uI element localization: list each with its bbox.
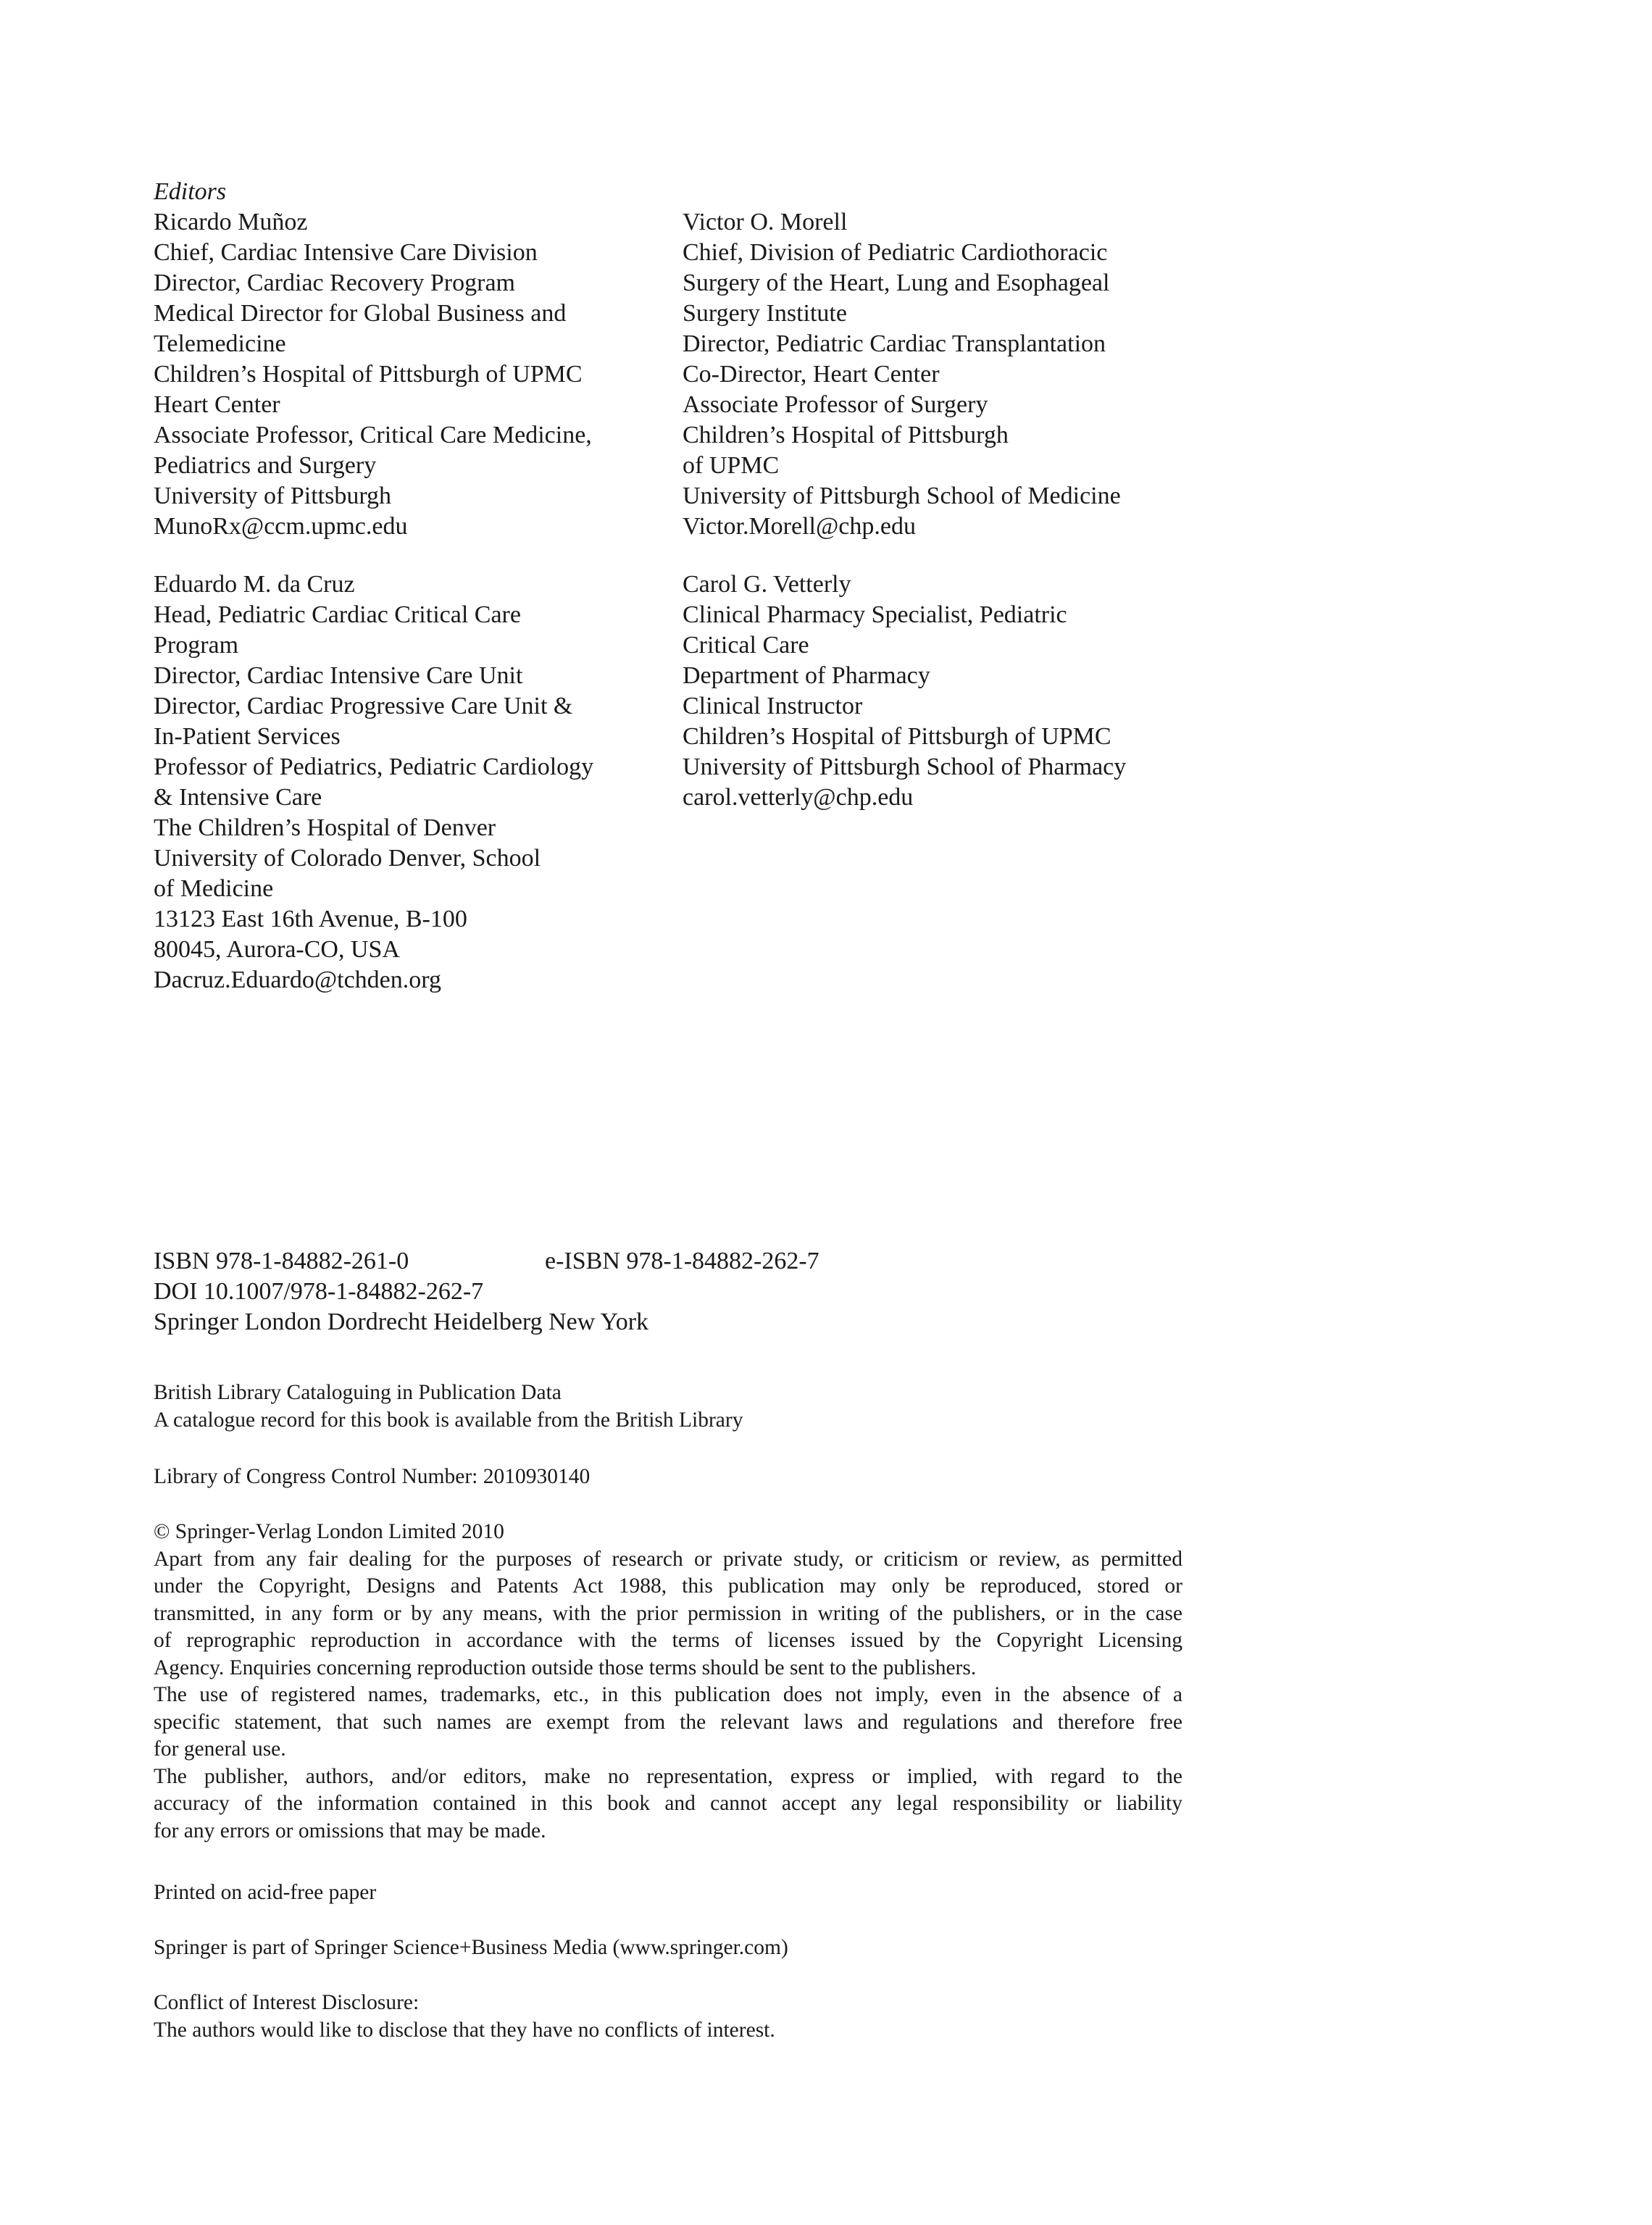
editors-label: Editors: [154, 178, 227, 205]
editor-affiliation-line: Chief, Division of Pediatric Cardiothoracic: [683, 239, 1108, 266]
cataloguing-line: A catalogue record for this book is available from the British Library: [154, 1408, 743, 1432]
editor-block-morell: [683, 207, 1204, 542]
editor-affiliation-line: Pediatrics and Surgery: [154, 452, 377, 479]
editor-affiliation-line: Children’s Hospital of Pittsburgh of UPMC: [683, 723, 1111, 750]
editor-block-munoz: [154, 207, 675, 542]
copyright-page: [154, 0, 1182, 2225]
editor-affiliation-line: Clinical Pharmacy Specialist, Pediatric: [683, 601, 1067, 628]
editor-affiliation-line: Director, Cardiac Recovery Program: [154, 270, 515, 296]
editor-affiliation-line: Associate Professor of Surgery: [683, 391, 988, 418]
editor-affiliation-line: Children’s Hospital of Pittsburgh of UPMC: [154, 361, 583, 388]
editor-affiliation-line: Head, Pediatric Cardiac Critical Care: [154, 601, 521, 628]
editor-name: Carol G. Vetterly: [683, 571, 851, 598]
eisbn: e-ISBN 978-1-84882-262-7: [545, 1248, 819, 1274]
editor-affiliation-line: Surgery Institute: [683, 300, 847, 327]
editor-email: MunoRx@ccm.upmc.edu: [154, 513, 408, 540]
springer-note-text: Springer is part of Springer Science+Business Media (www.springer.com): [154, 1936, 788, 1959]
editor-affiliation-line: & Intensive Care: [154, 784, 322, 811]
editor-affiliation-line: Department of Pharmacy: [683, 662, 930, 689]
editor-affiliation-line: Critical Care: [683, 632, 809, 659]
paper-note-text: Printed on acid-free paper: [154, 1881, 377, 1904]
editor-affiliation-line: Professor of Pediatrics, Pediatric Cardiology: [154, 754, 594, 780]
editor-affiliation-line: Children’s Hospital of Pittsburgh: [683, 422, 1009, 448]
legal-line: specific statement, that such names are exempt from the relevant laws and regulations and therefore free: [154, 1710, 1182, 1734]
cataloguing-line: British Library Cataloguing in Publication Data: [154, 1381, 562, 1404]
legal-line: Agency. Enquiries concerning reproduction outside those terms should be sent to the publishers.: [154, 1656, 977, 1679]
editor-affiliation-line: University of Pittsburgh School of Medicine: [683, 483, 1121, 509]
editor-affiliation-line: Chief, Cardiac Intensive Care Division: [154, 239, 538, 266]
editor-affiliation-line: Telemedicine: [154, 330, 286, 357]
editor-affiliation-line: University of Pittsburgh: [154, 483, 392, 509]
editor-affiliation-line: of Medicine: [154, 875, 274, 902]
editor-email: carol.vetterly@chp.edu: [683, 784, 914, 811]
loc-number-text: Library of Congress Control Number: 2010930140: [154, 1465, 591, 1488]
editor-block-da-cruz: [154, 569, 675, 995]
editor-affiliation-line: Clinical Instructor: [683, 693, 863, 719]
legal-line: for any errors or omissions that may be made.: [154, 1819, 546, 1842]
editor-affiliation-line: Director, Pediatric Cardiac Transplantation: [683, 330, 1106, 357]
editor-affiliation-line: Co-Director, Heart Center: [683, 361, 940, 388]
legal-line: transmitted, in any form or by any means, with the prior permission in writing of the publishers, or in the case: [154, 1601, 1182, 1625]
editor-affiliation-line: of UPMC: [683, 452, 780, 479]
editor-affiliation-line: Heart Center: [154, 391, 280, 418]
editor-block-vetterly: [683, 569, 1204, 813]
editor-affiliation-line: Associate Professor, Critical Care Medicine,: [154, 422, 592, 448]
cataloguing-data: [154, 1379, 1182, 1434]
legal-line: The publisher, authors, and/or editors, make no representation, express or implied, with regard to the: [154, 1764, 1182, 1788]
legal-line: Apart from any fair dealing for the purposes of research or private study, or criticism or review, as permitted: [154, 1547, 1182, 1571]
editor-address-line: 13123 East 16th Avenue, B-100: [154, 906, 467, 932]
isbn: ISBN 978-1-84882-261-0: [154, 1248, 409, 1274]
conflict-of-interest: [154, 1990, 1182, 2044]
paper-note: [154, 1879, 1182, 1907]
isbn-line: [154, 1246, 819, 1277]
doi: DOI 10.1007/978-1-84882-262-7: [154, 1278, 484, 1305]
editor-affiliation-line: Director, Cardiac Intensive Care Unit: [154, 662, 523, 689]
publication-ids: [154, 1246, 819, 1337]
editor-affiliation-line: In-Patient Services: [154, 723, 341, 750]
editor-affiliation-line: The Children’s Hospital of Denver: [154, 814, 496, 841]
legal-line: under the Copyright, Designs and Patents Act 1988, this publication may only be reproduced, stored or: [154, 1574, 1182, 1598]
copyright-notice: [154, 1519, 1182, 1845]
publisher-cities: Springer London Dordrecht Heidelberg New York: [154, 1308, 649, 1335]
editor-email: Victor.Morell@chp.edu: [683, 513, 916, 540]
editor-affiliation-line: Director, Cardiac Progressive Care Unit &: [154, 693, 573, 719]
conflict-text: The authors would like to disclose that they have no conflicts of interest.: [154, 2018, 775, 2042]
editor-name: Ricardo Muñoz: [154, 209, 308, 235]
editor-affiliation-line: University of Colorado Denver, School: [154, 845, 541, 872]
legal-line: accuracy of the information contained in this book and cannot accept any legal responsibility or liability: [154, 1792, 1182, 1815]
editor-email: Dacruz.Eduardo@tchden.org: [154, 967, 441, 993]
editor-address-line: 80045, Aurora-CO, USA: [154, 936, 400, 963]
editor-name: Eduardo M. da Cruz: [154, 571, 355, 598]
legal-line: for general use.: [154, 1737, 286, 1761]
legal-line: of reprographic reproduction in accordance with the terms of licenses issued by the Copyright Licensing: [154, 1629, 1182, 1652]
legal-line: The use of registered names, trademarks, etc., in this publication does not imply, even in the absence of a: [154, 1683, 1182, 1706]
editor-affiliation-line: Program: [154, 632, 239, 659]
editor-affiliation-line: University of Pittsburgh School of Pharmacy: [683, 754, 1127, 780]
springer-note: [154, 1934, 1182, 1962]
editor-affiliation-line: Surgery of the Heart, Lung and Esophageal: [683, 270, 1110, 296]
copyright-line: © Springer-Verlag London Limited 2010: [154, 1520, 504, 1543]
editor-affiliation-line: Medical Director for Global Business and: [154, 300, 567, 327]
editor-name: Victor O. Morell: [683, 209, 848, 235]
conflict-title: Conflict of Interest Disclosure:: [154, 1991, 420, 2014]
loc-number: [154, 1464, 1182, 1491]
